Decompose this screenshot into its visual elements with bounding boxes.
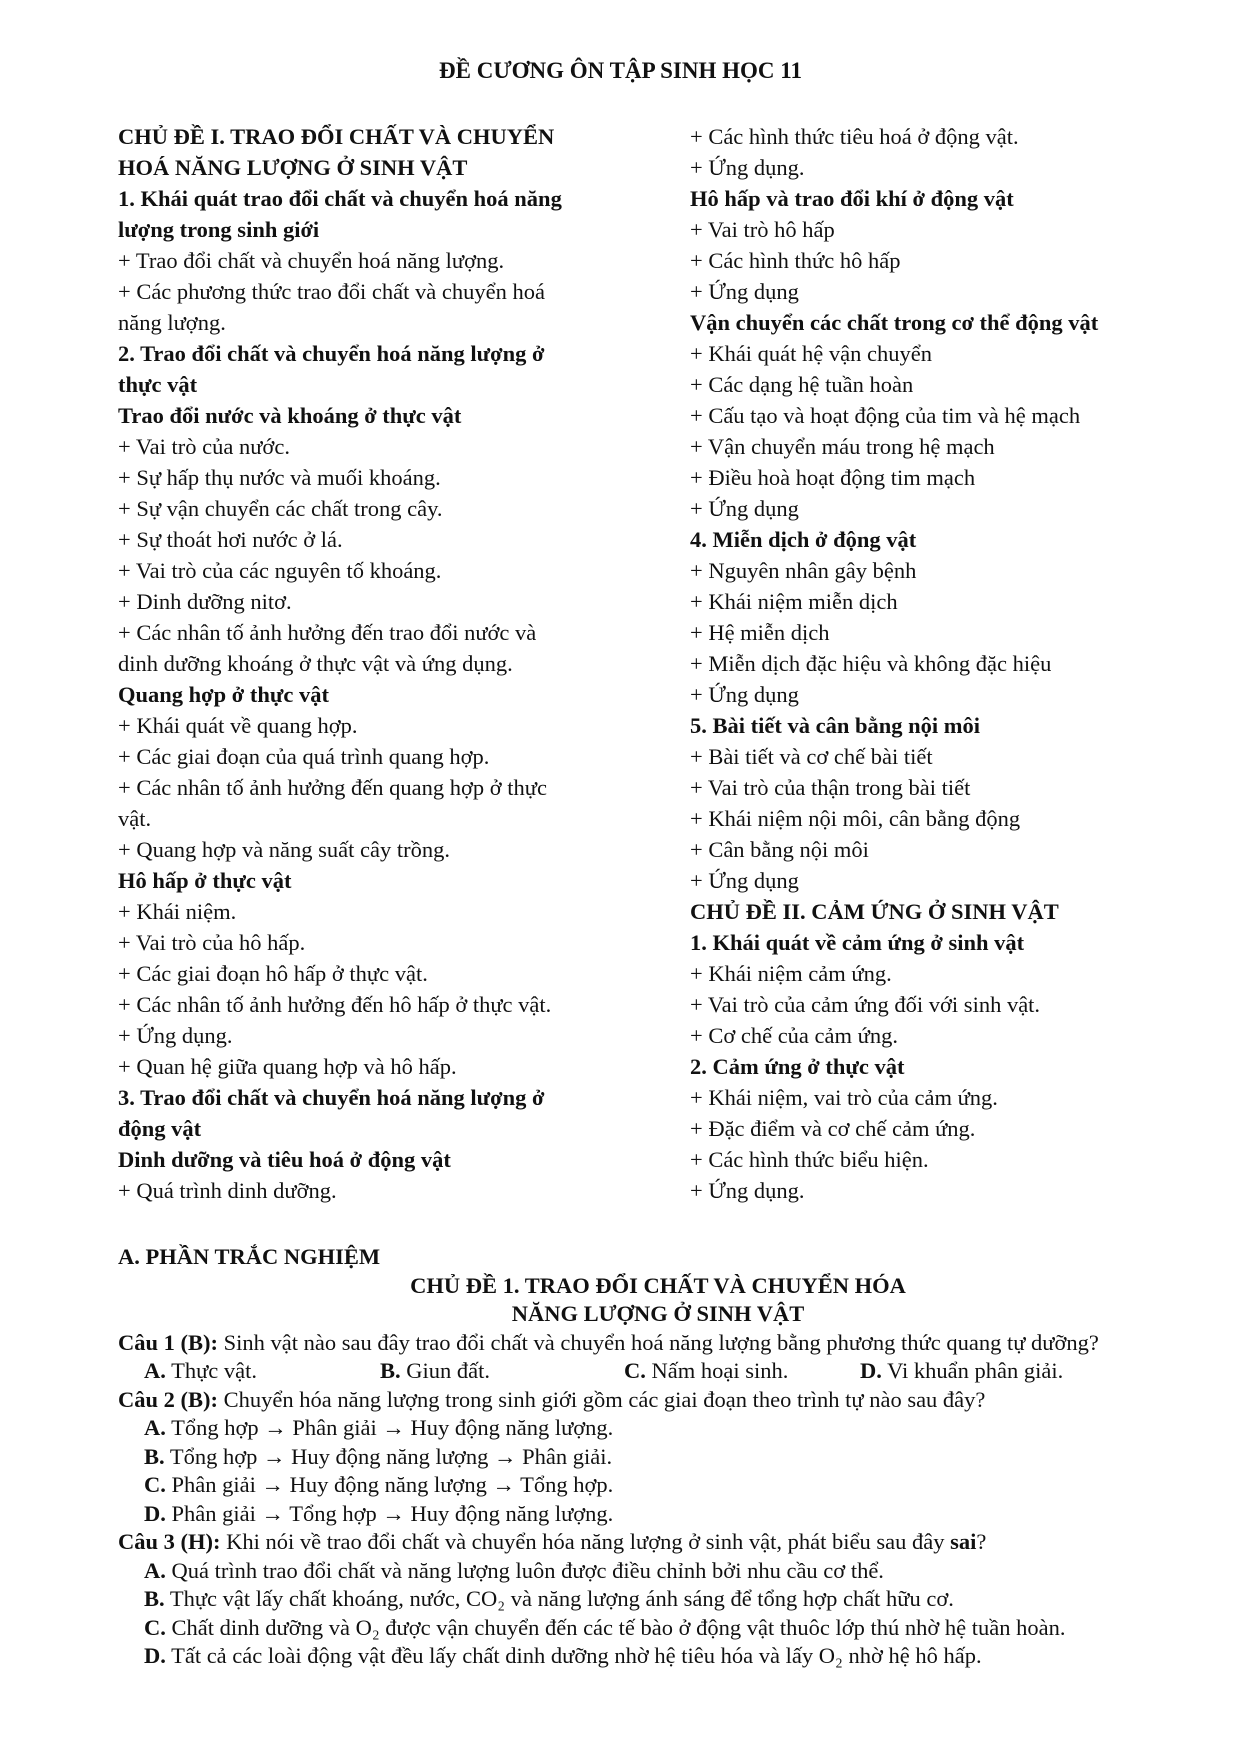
option-d: D. Phân giải → Tổng hợp → Huy động năng lượng. — [144, 1500, 614, 1526]
outline-item: + Khái niệm nội môi, cân bằng động — [690, 806, 1021, 831]
outline-item: + Cơ chế của cảm ứng. — [690, 1023, 898, 1048]
outline-item: + Điều hoà hoạt động tim mạch — [690, 465, 976, 490]
outline-heading: Hô hấp ở thực vật — [118, 868, 292, 893]
outline-item: + Khái niệm cảm ứng. — [690, 961, 892, 986]
option-b: B. Giun đất. — [380, 1358, 491, 1383]
outline-item: + Khái quát về quang hợp. — [118, 713, 358, 738]
outline-heading: 5. Bài tiết và cân bằng nội môi — [690, 713, 981, 738]
outline-item: + Ứng dụng. — [118, 1023, 233, 1048]
outline-item: + Khái niệm. — [118, 899, 237, 924]
outline-item: + Hệ miễn dịch — [690, 620, 830, 645]
outline-item: + Các hình thức tiêu hoá ở động vật. — [690, 124, 1019, 149]
outline-heading: 1. Khái quát trao đổi chất và chuyển hoá năng — [118, 186, 562, 211]
topic-title-line-1: CHỦ ĐỀ 1. TRAO ĐỔI CHẤT VÀ CHUYỂN HÓA — [410, 1272, 906, 1298]
outline-heading: Quang hợp ở thực vật — [118, 682, 329, 707]
outline-item: + Vai trò hô hấp — [690, 217, 835, 242]
outline-heading: lượng trong sinh giới — [118, 217, 320, 242]
outline-item: + Ứng dụng — [690, 682, 799, 707]
outline-item: + Ứng dụng. — [690, 1178, 805, 1203]
option-c: C. Phân giải → Huy động năng lượng → Tổng hợp. — [144, 1472, 614, 1497]
outline-item: + Các nhân tố ảnh hưởng đến quang hợp ở thực — [118, 775, 547, 800]
outline-heading: Hô hấp và trao đổi khí ở động vật — [690, 186, 1014, 211]
option-b: B. Tổng hợp → Huy động năng lượng → Phân giải. — [144, 1443, 613, 1469]
outline-item: + Cấu tạo và hoạt động của tim và hệ mạch — [690, 403, 1081, 428]
outline-item: + Đặc điểm và cơ chế cảm ứng. — [690, 1116, 976, 1141]
outline-item: + Các hình thức biểu hiện. — [690, 1147, 929, 1172]
outline-item: + Các dạng hệ tuần hoàn — [690, 372, 914, 397]
option-b: B. Thực vật lấy chất khoáng, nước, CO₂ và năng lượng ánh sáng để tổng hợp chất hữu cơ. — [144, 1586, 954, 1611]
question-1-options — [118, 1357, 1198, 1386]
outline-heading: 3. Trao đổi chất và chuyển hoá năng lượng ở — [118, 1085, 545, 1110]
outline-item: + Vai trò của các nguyên tố khoáng. — [118, 558, 442, 583]
question-label: Câu 1 (B): — [118, 1329, 218, 1355]
question-3: Câu 3 (H): Khi nói về trao đổi chất và chuyển hóa năng lượng ở sinh vật, phát biểu sau đây sai? — [118, 1529, 987, 1554]
outline-item: + Các phương thức trao đổi chất và chuyển hoá — [118, 279, 545, 304]
option-a: A. Quá trình trao đổi chất và năng lượng luôn được điều chỉnh bởi nhu cầu cơ thể. — [144, 1557, 884, 1583]
outline-item: + Các giai đoạn của quá trình quang hợp. — [118, 744, 490, 769]
outline-item: + Các nhân tố ảnh hưởng đến trao đổi nước và — [118, 620, 537, 645]
question-text: Chuyển hóa năng lượng trong sinh giới gồm các giai đoạn theo trình tự nào sau đây? — [218, 1386, 986, 1412]
section-heading: A. PHẦN TRẮC NGHIỆM — [118, 1244, 381, 1269]
question-1 — [118, 1329, 1198, 1358]
outline-item: + Các giai đoạn hô hấp ở thực vật. — [118, 961, 428, 986]
outline-item: + Quá trình dinh dưỡng. — [118, 1178, 337, 1203]
outline-item: + Khái niệm miễn dịch — [690, 589, 898, 614]
option-c: C. Chất dinh dưỡng và O₂ được vận chuyển đến các tế bào ở động vật thuôc lớp thú nhờ hệ tuần hoàn. — [144, 1614, 1066, 1640]
outline-item: năng lượng. — [118, 310, 226, 335]
outline-item: + Sự thoát hơi nước ở lá. — [118, 527, 343, 552]
topic-title-line-2: NĂNG LƯỢNG Ở SINH VẬT — [511, 1301, 805, 1326]
outline-item: + Bài tiết và cơ chế bài tiết — [690, 744, 933, 769]
question-label: Câu 3 (H): — [118, 1529, 221, 1554]
outline-item: + Nguyên nhân gây bệnh — [690, 558, 917, 583]
option-d: D. Vi khuẩn phân giải. — [860, 1358, 1064, 1383]
page-title: ĐỀ CƯƠNG ÔN TẬP SINH HỌC 11 — [439, 58, 802, 83]
outline-heading: 4. Miễn dịch ở động vật — [690, 527, 917, 552]
outline-item: + Dinh dưỡng nitơ. — [118, 589, 292, 614]
outline-heading: Dinh dưỡng và tiêu hoá ở động vật — [118, 1147, 451, 1172]
outline-heading: CHỦ ĐỀ II. CẢM ỨNG Ở SINH VẬT — [690, 899, 1059, 924]
outline-item: + Khái quát hệ vận chuyển — [690, 341, 932, 366]
outline-heading: 1. Khái quát về cảm ứng ở sinh vật — [690, 930, 1025, 955]
question-text: Khi nói về trao đổi chất và chuyển hóa năng lượng ở sinh vật, phát biểu sau đây — [220, 1529, 951, 1554]
outline-left-column — [118, 121, 618, 1206]
outline-item: + Vận chuyển máu trong hệ mạch — [690, 434, 995, 459]
option-a: A. Tổng hợp → Phân giải → Huy động năng lượng. — [144, 1415, 614, 1440]
question-emphasis: sai — [950, 1529, 977, 1554]
outline-heading: 2. Trao đổi chất và chuyển hoá năng lượng ở — [118, 341, 545, 366]
outline-heading: Trao đổi nước và khoáng ở thực vật — [118, 403, 462, 428]
outline-item: + Ứng dụng — [690, 868, 799, 893]
outline-right-column — [690, 121, 1160, 1206]
question-2 — [118, 1386, 1198, 1415]
multiple-choice-section — [118, 1243, 1198, 1671]
outline-heading: thực vật — [118, 372, 198, 397]
outline-heading: Vận chuyển các chất trong cơ thể động vật — [690, 310, 1099, 335]
question-text: Sinh vật nào sau đây trao đổi chất và chuyển hoá năng lượng bằng phương thức quang tự dưỡng? — [218, 1329, 1099, 1355]
outline-item: + Vai trò của nước. — [118, 434, 290, 459]
outline-item: + Quang hợp và năng suất cây trồng. — [118, 837, 451, 862]
outline-item: + Trao đổi chất và chuyển hoá năng lượng. — [118, 248, 505, 273]
outline-heading: động vật — [118, 1116, 202, 1141]
outline-item: + Các nhân tố ảnh hưởng đến hô hấp ở thực vật. — [118, 992, 552, 1017]
outline-item: + Vai trò của hô hấp. — [118, 930, 306, 955]
outline-item: + Sự hấp thụ nước và muối khoáng. — [118, 465, 441, 490]
outline-item: + Sự vận chuyển các chất trong cây. — [118, 496, 443, 521]
outline-item: dinh dưỡng khoáng ở thực vật và ứng dụng. — [118, 651, 513, 676]
outline-item: + Ứng dụng. — [690, 155, 805, 180]
outline-item: + Các hình thức hô hấp — [690, 248, 901, 273]
outline-item: vật. — [118, 806, 152, 831]
outline-heading: CHỦ ĐỀ I. TRAO ĐỔI CHẤT VÀ CHUYỂN — [118, 124, 555, 149]
option-d: D. Tất cả các loài động vật đều lấy chất dinh dưỡng nhờ hệ tiêu hóa và lấy O₂ nhờ hệ hô hấp. — [144, 1643, 982, 1668]
outline-item: + Cân bằng nội môi — [690, 837, 869, 862]
option-a: A. Thực vật. — [144, 1358, 258, 1383]
outline-item: + Ứng dụng — [690, 496, 799, 521]
outline-item: + Vai trò của cảm ứng đối với sinh vật. — [690, 992, 1041, 1017]
outline-heading: 2. Cảm ứng ở thực vật — [690, 1054, 905, 1079]
outline-item: + Miễn dịch đặc hiệu và không đặc hiệu — [690, 651, 1052, 676]
outline-item: + Quan hệ giữa quang hợp và hô hấp. — [118, 1054, 457, 1079]
outline-item: + Ứng dụng — [690, 279, 799, 304]
question-label: Câu 2 (B): — [118, 1386, 218, 1412]
option-c: C. Nấm hoại sinh. — [624, 1358, 789, 1383]
outline-item: + Vai trò của thận trong bài tiết — [690, 775, 971, 800]
outline-item: + Khái niệm, vai trò của cảm ứng. — [690, 1085, 998, 1110]
outline-heading: HOÁ NĂNG LƯỢNG Ở SINH VẬT — [118, 155, 468, 180]
